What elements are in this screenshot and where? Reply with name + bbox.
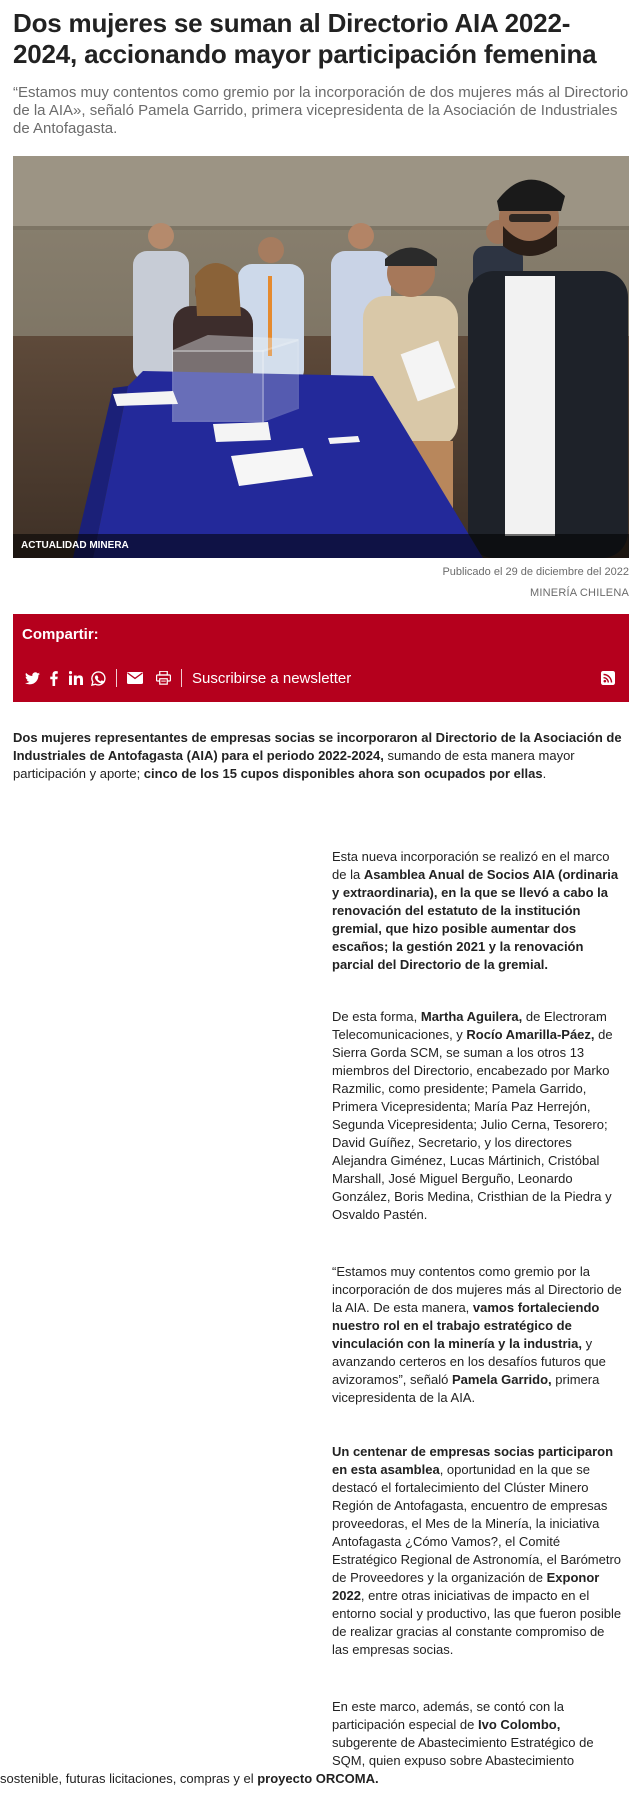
twitter-icon[interactable]: [22, 668, 42, 688]
p3-text-2: y avanzando certeros en los desafíos futuros que avizoramos”, señaló: [332, 1336, 606, 1387]
p2-text-1: De esta forma,: [332, 1009, 421, 1024]
p1-bold-1: Asamblea Anual de Socios AIA (ordinaria y extraordinaria), en la que se llevó a cabo la renovación del estatuto de la institución gremial, que hizo posible aumentar dos escaños; la gestión 2021 y la renovación parcial del Directorio de la gremial.: [332, 867, 619, 972]
share-bar: [13, 614, 629, 702]
paragraph-1: [332, 848, 622, 974]
article-title: Dos mujeres se suman al Directorio AIA 2022-2024, accionando mayor participación femenina: [13, 8, 597, 69]
p2-text-2: de Electroram Telecomunicaciones, y: [332, 1009, 607, 1042]
print-icon[interactable]: [153, 668, 173, 688]
linkedin-icon[interactable]: [66, 668, 86, 688]
intro-bold-1: Dos mujeres representantes de empresas socias se incorporaron al Directorio de la Asociación de Industriales de Antofagasta (AIA) para el periodo 2022-2024,: [13, 730, 622, 763]
paragraph-2: [332, 1008, 622, 1224]
share-divider: [116, 669, 117, 687]
p2-bold-1: Martha Aguilera,: [420, 1009, 523, 1024]
share-actions: [22, 668, 620, 688]
p3-text-1: “Estamos muy contentos como gremio por la incorporación de dos mujeres más al Directorio de la AIA. De esta manera,: [332, 1264, 622, 1315]
p4-text-1: , oportunidad en la que se destacó el fortalecimiento del Clúster Minero Región de Antofagasta, encuentro de empresas proveedoras, el Mes de la Minería, la iniciativa Antofagasta ¿Cómo Vamos?, el Comité Estratégico Regional de Astronomía, el Barómetro de Proveedores y la organización de: [332, 1462, 622, 1585]
p4-bold-1: Un centenar de empresas socias participaron en esta asamblea: [332, 1444, 614, 1477]
p4-bold-2: Exponor 2022: [332, 1570, 600, 1603]
article: [13, 0, 629, 783]
article-hero-image: [13, 156, 629, 558]
paragraph-5-continuation: [0, 1770, 379, 1788]
share-title: Compartir:: [22, 626, 99, 643]
p5-text-2: subgerente de Abastecimiento Estratégico de SQM, quien expuso sobre Abastecimiento: [332, 1735, 594, 1768]
rss-icon[interactable]: [598, 668, 618, 688]
article-intro: [13, 729, 629, 783]
whatsapp-icon[interactable]: [88, 668, 108, 688]
article-lead: “Estamos muy contentos como gremio por la incorporación de dos mujeres más al Directorio de la AIA», señaló Pamela Garrido, primera vicepresidenta de la Asociación de Industriales de Antofagasta.: [13, 84, 629, 137]
p2-bold-2: Rocío Amarilla-Páez,: [466, 1027, 595, 1042]
paragraph-3: [332, 1263, 622, 1407]
p2-text-3: de Sierra Gorda SCM, se suman a los otros 13 miembros del Directorio, encabezado por Marko Razmilic, como presidente; Pamela Garrido, Primera Vicepresidenta; María Paz Herrejón, Segunda Vicepresidenta; Julio Cerna, Tesorero; David Guíñez, Secretario, y los directores Alejandra Giménez, Lucas Mártinich, Cristóbal Marshall, José Miguel Berguño, Leonardo González, Boris Medina, Cristhian de la Piedra y Osvaldo Pastén.: [332, 1027, 613, 1222]
facebook-icon[interactable]: [44, 668, 64, 688]
paragraph-5: [332, 1698, 622, 1770]
p5-text-1: En este marco, además, se contó con la participación especial de: [332, 1699, 564, 1732]
intro-text-1: sumando de esta manera mayor participación y aporte;: [13, 748, 575, 781]
p3-bold-1: vamos fortaleciendo nuestro rol en el trabajo estratégico de vinculación con la minería y la industria,: [332, 1300, 600, 1351]
p1-text-1: Esta nueva incorporación se realizó en el marco de la: [332, 849, 610, 882]
p5-last-text: sostenible, futuras licitaciones, compras y el: [0, 1771, 258, 1786]
p3-bold-2: Pamela Garrido,: [451, 1372, 552, 1387]
share-divider: [181, 669, 182, 687]
intro-bold-2: cinco de los 15 cupos disponibles ahora son ocupados por ellas: [143, 766, 543, 781]
hero-photo: [13, 156, 629, 558]
p4-text-2: , entre otras iniciativas de impacto en el entorno social y productivo, las que fueron posible de realizar gracias al constante compromiso de las empresas socias.: [332, 1588, 622, 1657]
article-source: MINERÍA CHILENA: [530, 587, 629, 599]
p3-text-3: primera vicepresidenta de la AIA.: [332, 1372, 600, 1405]
p5-last-bold: proyecto ORCOMA.: [257, 1771, 379, 1786]
published-date: Publicado el 29 de diciembre del 2022: [442, 566, 629, 578]
intro-text-2: .: [542, 766, 547, 781]
p5-bold-1: Ivo Colombo,: [477, 1717, 561, 1732]
paragraph-4: [332, 1443, 622, 1659]
newsletter-link[interactable]: Suscribirse a newsletter: [192, 669, 352, 687]
email-icon[interactable]: [125, 668, 145, 688]
image-caption: ACTUALIDAD MINERA: [13, 534, 629, 558]
